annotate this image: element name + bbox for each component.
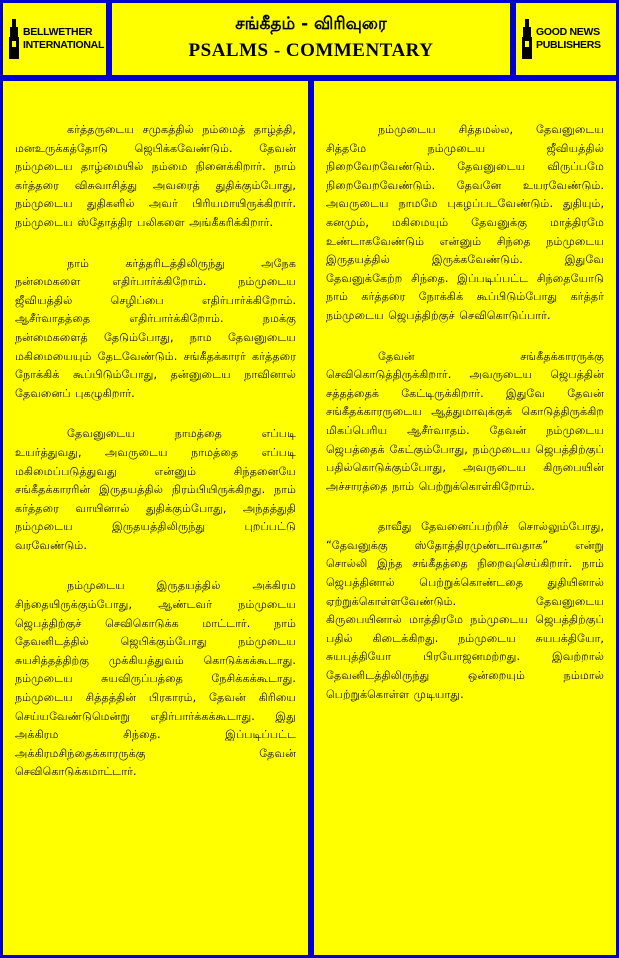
bellwether-logo [0, 0, 109, 78]
title-english: PSALMS - COMMENTARY [188, 40, 434, 61]
header-title-box [109, 0, 513, 78]
paragraph: தாவீது தேவனைப்பற்றிச் சொல்லும்போது, “தேவனுக்கு ஸ்தோத்திரமுண்டாவதாக” என்று சொல்லி இந்த சங்கீதத்தை நிறைவுசெய்கிறார். நாம் ஜெபத்தினால் பெற்றுக்கொண்டதை துதியினால் ஏற்றுக்கொள்ளவேண்டும். தேவனுடைய கிருபையினால் மாத்திரமே நம்முடைய ஜெபத்திற்குப் பதில் கிடைக்கிறது. நம்முடைய சுயபக்தியோ, சுயபுத்தியோ பிரயோஜனமற்றது. இவற்றால் தேவனிடத்திலிருந்து ஒன்றையும் நம்மால் பெற்றுக்கொள்ள முடியாது. [326, 520, 604, 701]
paragraph: நம்முடைய இருதயத்தில் அக்கிரம சிந்தையிருக்கும்போது, ஆண்டவர் நம்முடைய ஜெபத்திற்குச் செவிகொடுக்க மாட்டார். நாம் தேவனிடத்தில் ஜெபிக்கும்போது நம்முடைய சுயசித்தத்திற்கு முக்கியத்துவம் கொடுக்கக்கூடாது. நம்முடைய சுயவிருப்பத்தை நேசிக்கக்கூடாது. நம்முடைய சித்தத்தின் பிரகாரம், தேவன் கிரியை செய்யவேண்டுமென்று எதிர்பார்க்கக்கூடாது. இது அக்கிரம சிந்தை. இப்படிப்பட்ட அக்கிரமசிந்தைக்காரருக்கு தேவன் செவிகொடுக்கமாட்டார். [15, 579, 296, 779]
paragraph: நம்முடைய சித்தமல்ல, தேவனுடைய சித்தமே நம்முடைய ஜீவியத்தில் நிறைவேறவேண்டும். தேவனுடைய விருப்பமே நிறைவேறவேண்டும். தேவனே உயரவேண்டும். அவருடைய நாமமே புகழப்படவேண்டும். துதியும், கனமும், மகிமையும் தேவனுக்கு மாத்திரமே உண்டாகவேண்டும் என்னும் சிந்தை நம்முடைய இருதயத்தில் இருக்கவேண்டும். இதுவே தேவனுக்கேற்ற சிந்தை. இப்படிப்பட்ட சிந்தையோடு நாம் கர்த்தரை நோக்கிக் கூப்பிடும்போது கர்த்தர் நம்முடைய ஜெபத்திற்குச் செவிகொடுப்பார். [326, 123, 604, 322]
title-tamil: சங்கீதம் - விரிவுரை [235, 14, 387, 34]
right-column [311, 78, 619, 958]
left-column [0, 78, 311, 958]
bell-tower-icon [521, 19, 533, 59]
paragraph: தேவனுடைய நாமத்தை எப்படி உயர்த்துவது, அவருடைய நாமத்தை எப்படி மகிமைப்படுத்துவது என்னும் சிந்தனையே சங்கீதக்காரரின் இருதயத்தில் நிரம்பியிருக்கிறது. நாம் கர்த்தரை வாயினால் துதிக்கும்போது, அந்தத்துதி நம்முடைய இருதயத்திலிருந்து புறப்பட்டு வரவேண்டும். [15, 427, 296, 552]
good-news-logo [513, 0, 619, 78]
good-news-logo-text: GOOD NEWS PUBLISHERS [536, 26, 601, 51]
paragraph: நாம் கர்த்தரிடத்திலிருந்து அநேக நன்மைகளை எதிர்பார்க்கிறோம். நம்முடைய ஜீவியத்தில் செழிப்பை எதிர்பார்க்கிறோம். ஆசீர்வாதத்தை எதிர்பார்க்கிறோம். நமக்கு நன்மைகளைத் தேடும்போது, நாம தேவனுடைய மகிமையையும் தேடவேண்டும். சங்கீதக்காரர் கர்த்தரை நோக்கிக் கூப்பிடும்போது, தன்னுடைய நாவினால் தேவனைப் புகழுகிறார். [15, 256, 296, 400]
paragraph: கர்த்தருடைய சமுகத்தில் நம்மைத் தாழ்த்தி, மனஉருக்கத்தோடு ஜெபிக்கவேண்டும். தேவன் நம்முடைய தாழ்மையில் நம்மை நினைக்கிறார். நாம் கர்த்தரை விசுவாசித்து அவரைத் துதிக்கும்போது, நம்முடைய துதிகளில் அவர் பிரியமாயிருக்கிறார். நம்முடைய ஸ்தோத்திர பலிகளை அங்கீகரிக்கிறார். [15, 123, 296, 229]
paragraph: தேவன் சங்கீதக்காரருக்கு செவிகொடுத்திருக்கிறார். அவருடைய ஜெபத்தின் சத்தத்தைக் கேட்டிருக்கிறார். இதுவே தேவன் சங்கீதக்காரருடைய ஆத்துமாவுக்குக் கொடுத்திருக்கிற மிகப்பெரிய ஆசீர்வாதம். தேவன் நம்முடைய ஜெபத்தைக் கேட்கும்போது, நம்முடைய ஜெபத்திற்குப் பதில்கொடுக்கும்போது, அவருடைய கிருபையின் அச்சாரத்தை நாம் பெற்றுக்கொள்கிறோம். [326, 349, 604, 493]
bellwether-logo-text: BELLWETHER INTERNATIONAL [23, 26, 105, 51]
bell-tower-icon [8, 19, 20, 59]
